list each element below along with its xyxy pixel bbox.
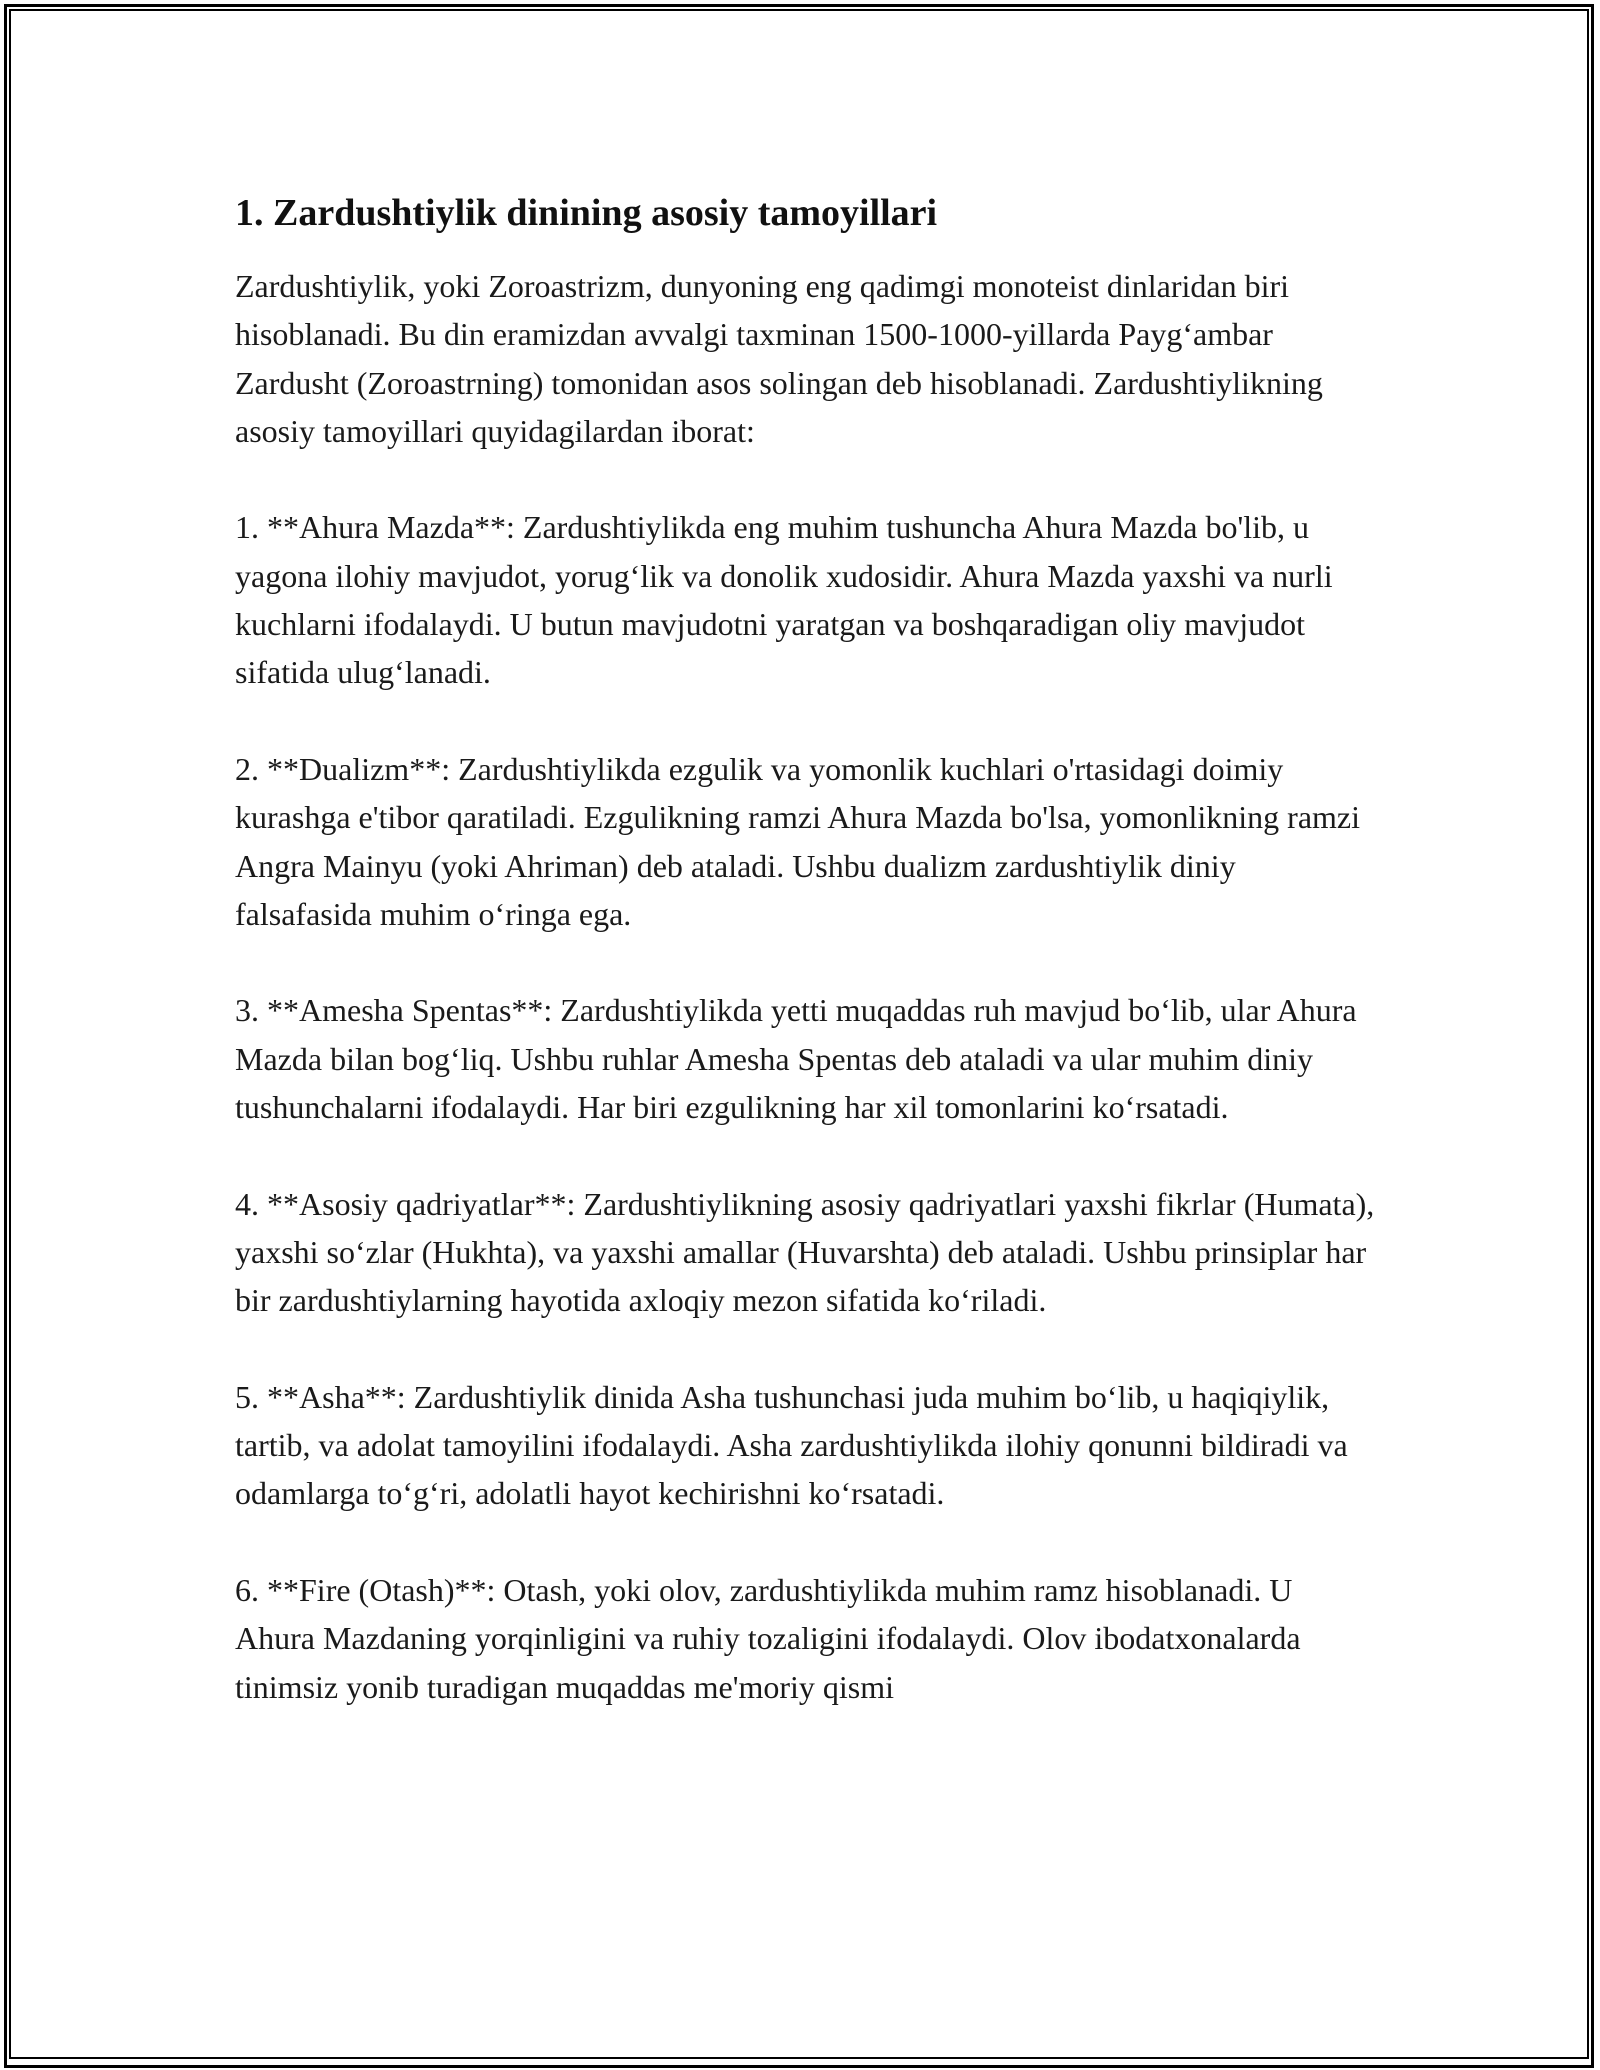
intro-paragraph: Zardushtiylik, yoki Zoroastrizm, dunyoning eng qadimgi monoteist dinlaridan biri hisoblanadi. Bu din eramizdan avvalgi taxminan 1500-1000-yillarda Payg‘ambar Zardusht (Zoroastrning) tomonidan asos solingan deb hisoblanadi. Zardushtiylikning asosiy tamoyillari quyidagilardan iborat: xyxy=(235,268,1323,449)
principle-asha: 5. **Asha**: Zardushtiylik dinida Asha tushunchasi juda muhim bo‘lib, u haqiqiylik, tartib, va adolat tamoyilini ifodalaydi. Asha zardushtiylikda ilohiy qonunni bildiradi va odamlarga to‘g‘ri, adolatli hayot kechirishni ko‘rsatadi. xyxy=(235,1378,1348,1512)
document-body xyxy=(235,188,1375,1759)
principle-amesha-spentas: 3. **Amesha Spentas**: Zardushtiylikda yetti muqaddas ruh mavjud bo‘lib, ular Ahura Mazda bilan bog‘liq. Ushbu ruhlar Amesha Spentas deb ataladi va ular muhim diniy tushunchalarni ifodalaydi. Har biri ezgulikning har xil tomonlarini ko‘rsatadi. xyxy=(235,992,1357,1126)
principle-core-values: 4. **Asosiy qadriyatlar**: Zardushtiylikning asosiy qadriyatlari yaxshi fikrlar (Humata), yaxshi so‘zlar (Hukhta), va yaxshi amallar (Huvarshta) deb ataladi. Ushbu prinsiplar har bir zardushtiylarning hayotida axloqiy mezon sifatida ko‘riladi. xyxy=(235,1185,1375,1319)
principle-dualism: 2. **Dualizm**: Zardushtiylikda ezgulik va yomonlik kuchlari o'rtasidagi doimiy kurashga e'tibor qaratiladi. Ezgulikning ramzi Ahura Mazda bo'lsa, yomonlikning ramzi Angra Mainyu (yoki Ahriman) deb ataladi. Ushbu dualizm zardushtiylik diniy falsafasida muhim o‘ringa ega. xyxy=(235,750,1360,932)
principle-ahura-mazda: 1. **Ahura Mazda**: Zardushtiylikda eng muhim tushuncha Ahura Mazda bo'lib, u yagona ilohiy mavjudot, yorug‘lik va donolik xudosidir. Ahura Mazda yaxshi va nurli kuchlarni ifodalaydi. U butun mavjudotni yaratgan va boshqaradigan oliy mavjudot sifatida ulug‘lanadi. xyxy=(235,509,1333,691)
section-heading: 1. Zardushtiylik dinining asosiy tamoyillari xyxy=(235,192,938,234)
principle-fire: 6. **Fire (Otash)**: Otash, yoki olov, zardushtiylikda muhim ramz hisoblanadi. U Ahura Mazdaning yorqinligini va ruhiy tozaligini ifodalaydi. Olov ibodatxonalarda tinimsiz yonib turadigan muqaddas me'moriy qismi xyxy=(235,1572,1301,1705)
